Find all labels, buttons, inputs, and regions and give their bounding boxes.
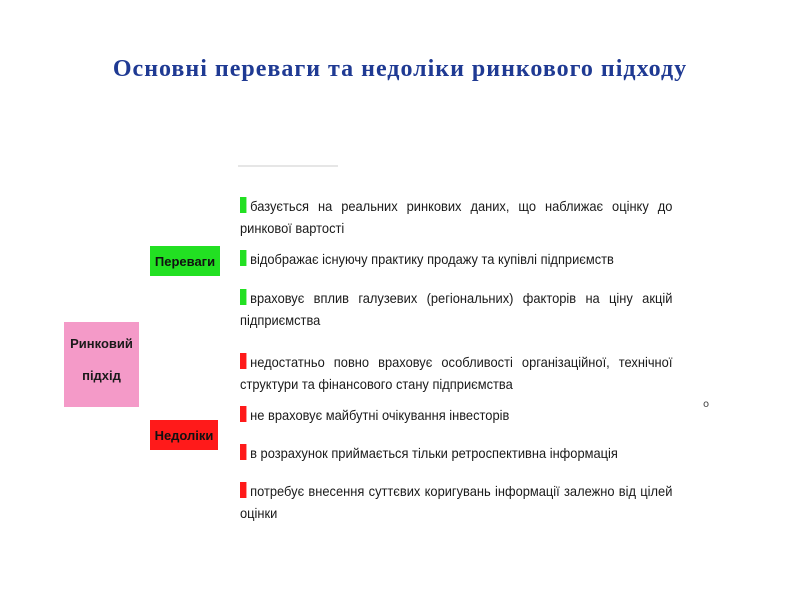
red-marker-icon [240,353,246,369]
disadvantage-text-2: не враховує майбутні очікування інвесторів [250,407,510,423]
slide-title: Основні переваги та недоліки ринкового підходу [112,56,688,82]
advantage-text-2: відображає існуючу практику продажу та купівлі підприємств [250,251,614,267]
green-marker-icon [240,250,246,266]
red-marker-icon [240,482,246,498]
red-marker-icon [240,444,246,460]
advantages-label: Переваги [150,246,220,276]
red-marker-icon [240,406,246,422]
green-marker-icon [240,197,246,213]
green-marker-icon [240,289,246,305]
disadvantage-item-4 [240,480,672,524]
stray-mark: o [703,399,710,410]
advantage-text-3: враховує вплив галузевих (регіональних) факторів на ціну акцій підприємства [240,290,673,328]
advantage-text-1: базується на реальних ринкових даних, що наближає оцінку до ринкової вартості [240,198,673,236]
advantage-item-3 [240,287,672,331]
disadvantage-item-1 [240,351,672,395]
disadvantage-text-4: потребує внесення суттєвих коригувань інформації залежно від цілей оцінки [240,483,673,521]
root-node-line2: підхід [82,368,121,383]
disadvantages-label: Недоліки [150,420,218,450]
divider [238,165,338,167]
root-node-line1: Ринковий [70,336,133,351]
root-node-market-approach [64,322,139,407]
disadvantage-text-3: в розрахунок приймається тільки ретроспективна інформація [250,445,618,461]
advantage-item-1 [240,195,672,239]
disadvantage-text-1: недостатньо повно враховує особливості організаційної, технічної структури та фінансового стану підприємства [240,354,673,392]
disadvantage-item-2 [240,404,672,426]
disadvantage-item-3 [240,442,672,464]
advantage-item-2 [240,248,672,270]
